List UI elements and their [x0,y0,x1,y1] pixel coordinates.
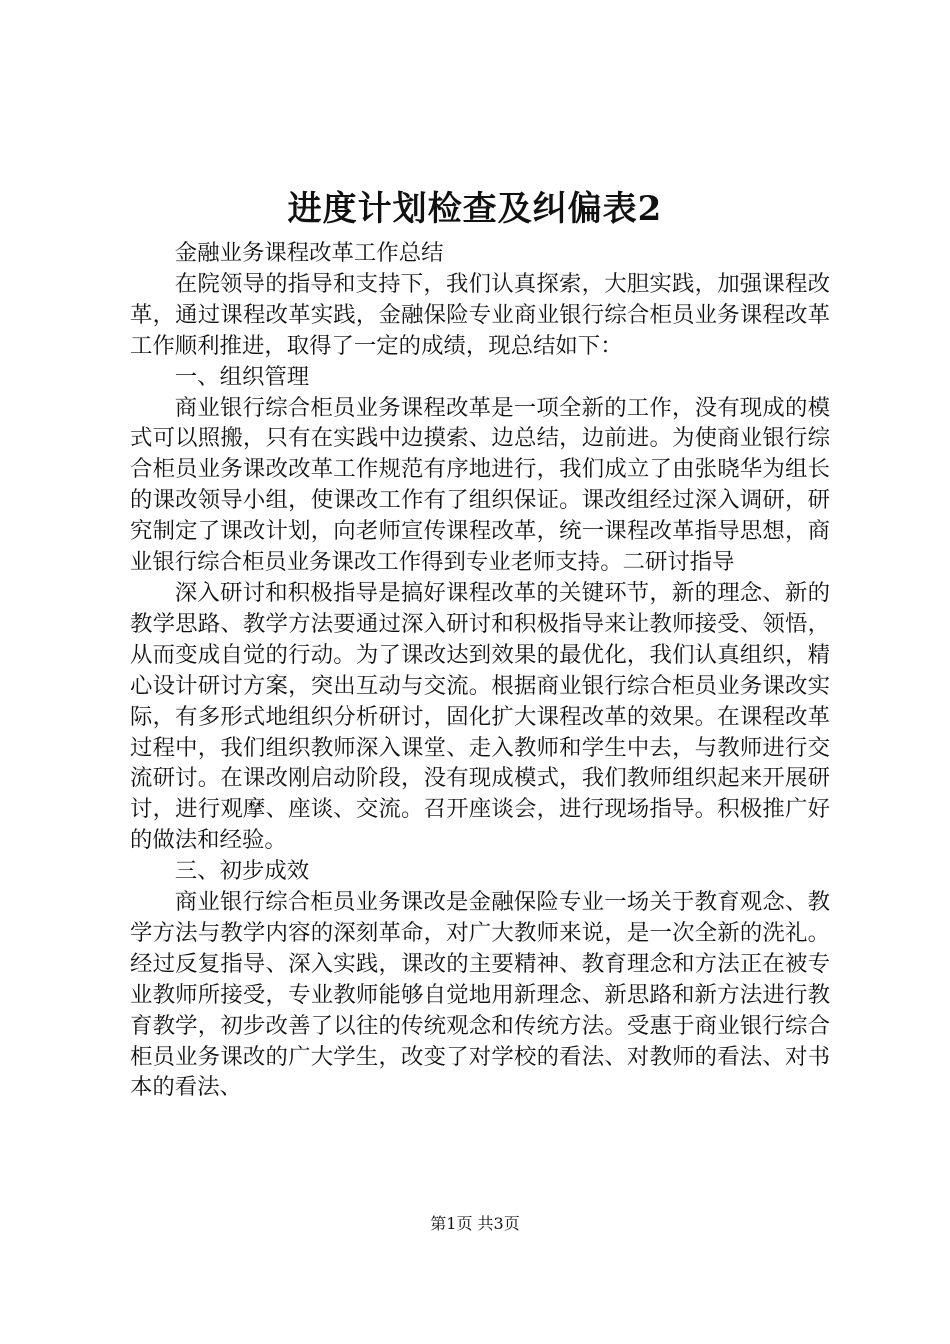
organization-paragraph: 商业银行综合柜员业务课程改革是一项全新的工作，没有现成的模式可以照搬，只有在实践中边摸索、边总结，边前进。为使商业银行综合柜员业务课改改革工作规范有序地进行，我们成立了由张晓华为组长的课改领导小组，使课改工作有了组织保证。课改组经过深入调研，研究制定了课改计划，向老师宣传课程改革，统一课程改革指导思想，商业银行综合柜员业务课改工作得到专业老师支持。二研讨指导 [130,394,830,576]
section-heading-organization: 一、组织管理 [174,363,310,390]
intro-paragraph: 在院领导的指导和支持下，我们认真探索，大胆实践，加强课程改革，通过课程改革实践，金融保险专业商业银行综合柜员业务课程改革工作顺利推进，取得了一定的成绩，现总结如下： [130,270,830,359]
results-paragraph: 商业银行综合柜员业务课改是金融保险专业一场关于教育观念、教学方法与教学内容的深刻革命，对广大教师来说，是一次全新的洗礼。经过反复指导、深入实践，课改的主要精神、教育理念和方法正在被专业教师所接受，专业教师能够自觉地用新理念、新思路和新方法进行教育教学，初步改善了以往的传统观念和传统方法。受惠于商业银行综合柜员业务课改的广大学生，改变了对学校的看法、对教师的看法、对书本的看法、 [130,889,830,1101]
document-body [130,238,830,1103]
subtitle-paragraph: 金融业务课程改革工作总结 [174,240,444,266]
document-title: 进度计划检查及纠偏表2 [287,189,663,229]
section-heading-results: 三、初步成效 [174,858,310,885]
page-number-footer: 第1页 共3页 [430,1214,520,1233]
research-guidance-paragraph: 深入研讨和积极指导是搞好课程改革的关键环节，新的理念、新的教学思路、教学方法要通过深入研讨和积极指导来让教师接受、领悟，从而变成自觉的行动。为了课改达到效果的最优化，我们认真组织，精心设计研讨方案，突出互动与交流。根据商业银行综合柜员业务课改实际，有多形式地组织分析研讨，固化扩大课程改革的效果。在课程改革过程中，我们组织教师深入课堂、走入教师和学生中去，与教师进行交流研讨。在课改刚启动阶段，没有现成模式，我们教师组织起来开展研讨，进行观摩、座谈、交流。召开座谈会，进行现场指导。积极推广好的做法和经验。 [130,579,830,854]
